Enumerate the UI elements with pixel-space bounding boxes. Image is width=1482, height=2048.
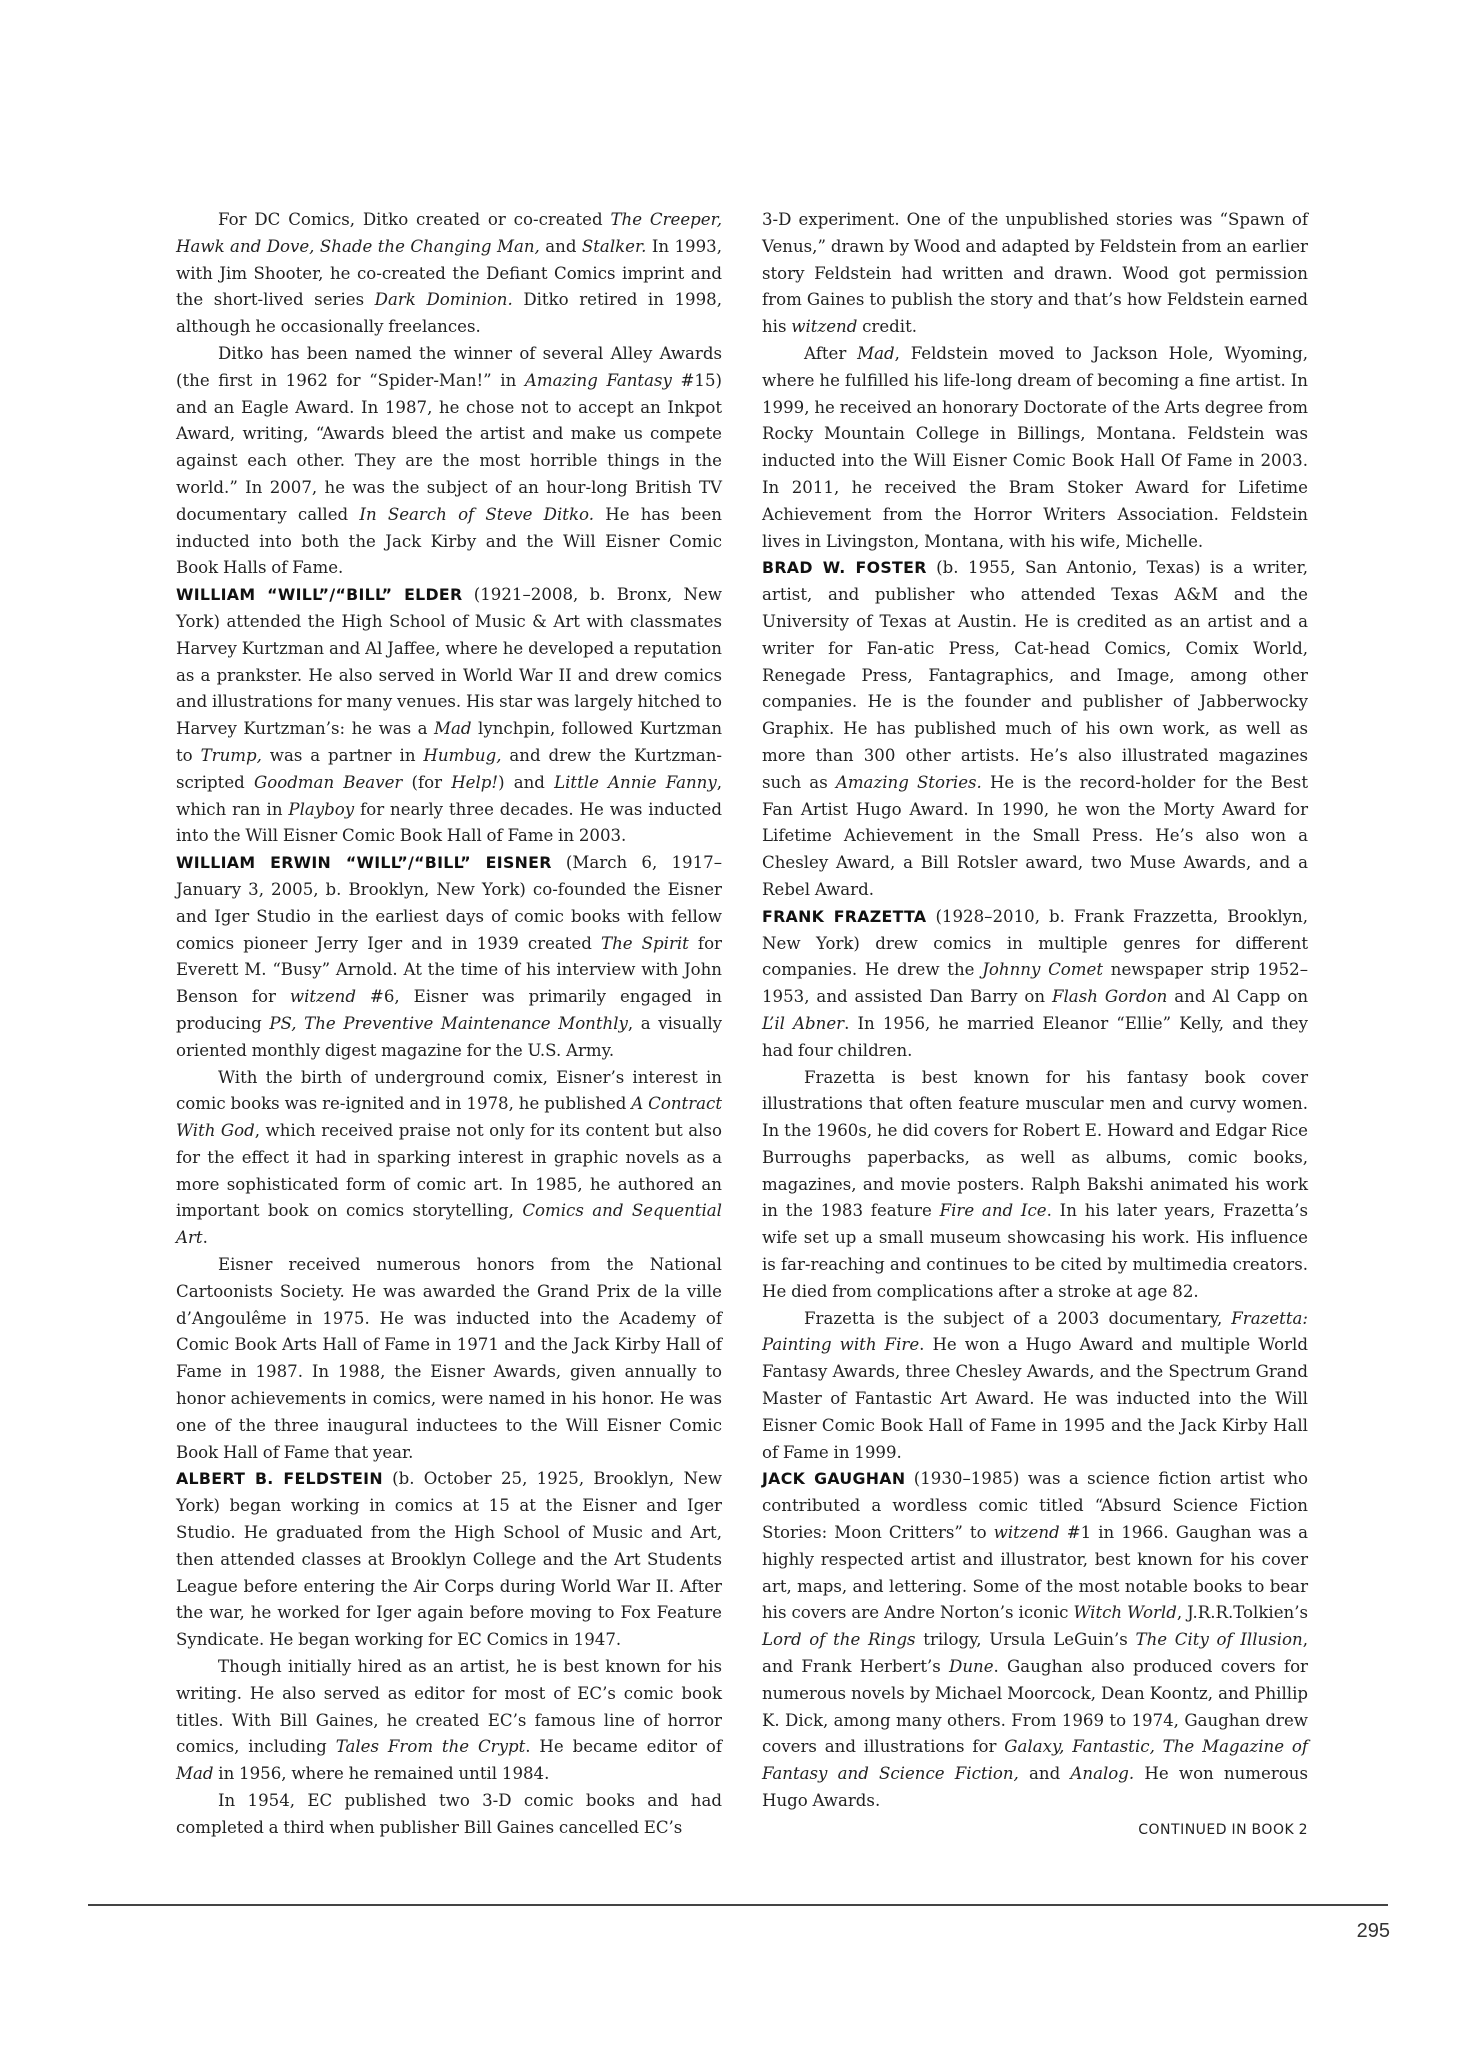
frazetta-entry: [762, 904, 1308, 1065]
feldstein-3d-paragraph: In 1954, EC published two 3-D comic books and had completed a third when publisher Bill Gaines cancelled EC’s: [176, 1791, 722, 1837]
frazetta-text: (1928–2010, b. Frank Frazzetta, Brooklyn, New York) drew comics in multiple genres for different companies. He drew the Johnny Comet newspaper strip 1952–1953, and assisted Dan Barry on Flash Gordon and Al Capp on L’il Abner. In 1956, he married Eleanor “Ellie” Kelly, and they had four children.: [762, 906, 1309, 1060]
italic-title: In Search of Steve Ditko.: [359, 504, 594, 524]
feldstein-entry: [176, 1466, 722, 1654]
italic-title: Little Annie Fanny: [554, 772, 717, 792]
italic-title: Playboy: [288, 799, 355, 819]
italic-title: Humbug,: [423, 745, 502, 765]
italic-title: Dune: [949, 1657, 994, 1677]
gaughan-text: (1930–1985) was a science fiction artist who contributed a wordless comic titled “Absurd Science Fiction Stories: Moon Critters” to witzend #1 in 1966. Gaughan was a highly respected artist and illustrator, best known for his cover art, maps, and lettering. Some of the most notable books to bear his covers are Andre Norton’s iconic Witch World, J.R.R.Tolkien’s Lord of the Rings trilogy, Ursula LeGuin’s The City of Illusion, and Frank Herbert’s Dune. Gaughan also produced covers for numerous novels by Michael Moorcock, Dean Koontz, and Phillip K. Dick, among many others. From 1969 to 1974, Gaughan drew covers and illustrations for Galaxy, Fantastic, The Magazine of Fantasy and Science Fiction, and Analog. He won numerous Hugo Awards.: [762, 1469, 1309, 1811]
continued-note: CONTINUED IN BOOK 2: [1138, 1821, 1308, 1838]
foster-entry: [762, 555, 1308, 903]
italic-title: Mad: [434, 719, 472, 739]
italic-title: witzend: [993, 1523, 1060, 1543]
feldstein-continued-paragraph: 3-D experiment. One of the unpublished stories was “Spawn of Venus,” drawn by Wood and adapted by Feldstein from an earlier story Feldstein had written and drawn. Wood got permission from Gaines to publish the story and that’s how Feldstein earned his witzend credit.: [762, 210, 1308, 337]
eisner-heading: WILLIAM ERWIN “WILL”/“BILL” EISNER: [176, 853, 552, 873]
ditko-awards-paragraph: Ditko has been named the winner of several Alley Awards (the first in 1962 for “Spider-Man!” in Amazing Fantasy #15) and an Eagle Award. In 1987, he chose not to accept an Inkpot Award, writing, “Awards bleed the artist and make us compete against each other. They are the most horrible things in the world.” In 2007, he was the subject of an hour-long British TV documentary called In Search of Steve Ditko. He has been inducted into both the Jack Kirby and the Will Eisner Comic Book Halls of Fame.: [176, 343, 722, 578]
feldstein-later-paragraph: After Mad, Feldstein moved to Jackson Hole, Wyoming, where he fulfilled his life-long dream of becoming a fine artist. In 1999, he received an honorary Doctorate of the Arts degree from Rocky Mountain College in Billings, Montana. Feldstein was inducted into the Will Eisner Comic Book Hall Of Fame in 2003. In 2011, he received the Bram Stoker Award for Lifetime Achievement from the Horror Writers Association. Feldstein lives in Livingston, Montana, with his wife, Michelle.: [762, 343, 1308, 551]
italic-title: The Creeper, Hawk and Dove, Shade the Changing Man,: [176, 210, 722, 256]
gaughan-heading: JACK GAUGHAN: [762, 1469, 906, 1489]
italic-title: Frazetta: Painting with Fire: [762, 1308, 1308, 1355]
italic-title: Flash Gordon: [1051, 987, 1168, 1007]
frazetta-documentary-paragraph: Frazetta is the subject of a 2003 documentary, Frazetta: Painting with Fire. He won a Hugo Award and multiple World Fantasy Awards, three Chesley Awards, and the Spectrum Grand Master of Fantastic Art Award. He was inducted into the Will Eisner Comic Book Hall of Fame in 1995 and the Jack Kirby Hall of Fame in 1999.: [762, 1308, 1308, 1462]
page-number: 295: [1356, 1920, 1390, 1942]
italic-title: Mad: [857, 343, 895, 363]
italic-title: Johnny Comet: [982, 960, 1104, 980]
italic-title: Tales From the Crypt: [335, 1737, 526, 1757]
left-column: [176, 207, 722, 1842]
feldstein-writing-paragraph: Though initially hired as an artist, he is best known for his writing. He also served as editor for most of EC’s comic book titles. With Bill Gaines, he created EC’s famous line of horror comics, including Tales From the Crypt. He became editor of Mad in 1956, where he remained until 1984.: [176, 1657, 723, 1784]
italic-title: witzend: [791, 317, 858, 337]
italic-title: Stalker.: [581, 236, 647, 256]
feldstein-heading: ALBERT B. FELDSTEIN: [176, 1469, 383, 1489]
elder-heading: WILLIAM “WILL”/“BILL” ELDER: [176, 585, 463, 605]
italic-title: Analog.: [1070, 1764, 1135, 1784]
italic-title: The Spirit: [601, 933, 689, 953]
eisner-entry: [176, 850, 722, 1064]
eisner-comix-paragraph: With the birth of underground comix, Eisner’s interest in comic books was re-ignited and in 1978, he published A Contract With God, which received praise not only for its content but also for the effect it had in sparking interest in graphic novels as a more sophisticated form of comic art. In 1985, he authored an important book on comics storytelling, Comics and Sequential Art.: [176, 1067, 722, 1248]
italic-title: Mad: [176, 1764, 214, 1784]
elder-text: (1921–2008, b. Bronx, New York) attended the High School of Music & Art with classmates Harvey Kurtzman and Al Jaffee, where he developed a reputation as a prankster. He also served in World War II and drew comics and illustrations for many venues. His star was largely hitched to Harvey Kurtzman’s: he was a Mad lynchpin, followed Kurtzman to Trump, was a partner in Humbug, and drew the Kurtzman-scripted Goodman Beaver (for Help!) and Little Annie Fanny, which ran in Playboy for nearly three decades. He was inducted into the Will Eisner Comic Book Hall of Fame in 2003.: [176, 585, 723, 846]
foster-text: (b. 1955, San Antonio, Texas) is a writer, artist, and publisher who attended Texas A&M and the University of Texas at Austin. He is credited as an artist and a writer for Fan-atic Press, Cat-head Comics, Comix World, Renegade Press, Fantagraphics, and Image, among other companies. He is the founder and publisher of Jabberwocky Graphix. He has published much of his own work, as well as more than 300 other artists. He’s also illustrated magazines such as Amazing Stories. He is the record-holder for the Best Fan Artist Hugo Award. In 1990, he won the Morty Award for Lifetime Achievement in the Small Press. He’s also won a Chesley Award, a Bill Rotsler award, two Muse Awards, and a Rebel Award.: [762, 558, 1308, 899]
gaughan-entry: [762, 1466, 1308, 1814]
italic-title: Galaxy, Fantastic, The Magazine of Fantasy and Science Fiction,: [762, 1737, 1308, 1784]
ditko-dc-paragraph: For DC Comics, Ditko created or co-created The Creeper, Hawk and Dove, Shade the Changing Man, and Stalker. In 1993, with Jim Shooter, he co-created the Defiant Comics imprint and the short-lived series Dark Dominion. Ditko retired in 1998, although he occasionally freelances.: [176, 210, 723, 337]
footer-rule: [88, 1904, 1388, 1906]
elder-entry: [176, 582, 722, 850]
italic-title: Trump,: [200, 745, 262, 765]
feldstein-text: (b. October 25, 1925, Brooklyn, New York) began working in comics at 15 at the Eisner and Iger Studio. He graduated from the High School of Music and Art, then attended classes at Brooklyn College and the Art Students League before entering the Air Corps during World War II. After the war, he worked for Iger again before moving to Fox Feature Syndicate. He began working for EC Comics in 1947.: [176, 1469, 722, 1650]
eisner-honors-paragraph: Eisner received numerous honors from the National Cartoonists Society. He was awarded the Grand Prix de la ville d’Angoulême in 1975. He was inducted into the Academy of Comic Book Arts Hall of Fame in 1971 and the Jack Kirby Hall of Fame in 1987. In 1988, the Eisner Awards, given annually to honor achievements in comics, were named in his honor. He was one of the three inaugural inductees to the Will Eisner Comic Book Hall of Fame that year.: [176, 1255, 722, 1462]
italic-title: witzend: [289, 987, 356, 1007]
right-column: [762, 207, 1308, 1844]
italic-title: Amazing Fantasy: [524, 370, 672, 390]
italic-title: Help!: [451, 772, 499, 792]
italic-title: Dark Dominion.: [374, 290, 513, 310]
italic-title: The City of Illusion: [1135, 1630, 1303, 1650]
frazetta-covers-paragraph: Frazetta is best known for his fantasy book cover illustrations that often feature muscular men and curvy women. In the 1960s, he did covers for Robert E. Howard and Edgar Rice Burroughs paperbacks, as well as albums, comic books, magazines, and movie posters. Ralph Bakshi animated his work in the 1983 feature Fire and Ice. In his later years, Frazetta’s wife set up a small museum showcasing his work. His influence is far-reaching and continues to be cited by multimedia creators. He died from complications after a stroke at age 82.: [762, 1067, 1308, 1301]
italic-title: A Contract With God: [176, 1094, 722, 1141]
italic-title: Lord of the Rings: [762, 1630, 916, 1650]
foster-heading: BRAD W. FOSTER: [762, 558, 927, 578]
italic-title: Fire and Ice: [939, 1201, 1047, 1221]
italic-title: Amazing Stories.: [835, 772, 982, 792]
italic-title: Goodman Beaver: [253, 772, 403, 792]
italic-title: Comics and Sequential Art: [176, 1201, 722, 1248]
eisner-text: (March 6, 1917–January 3, 2005, b. Brooklyn, New York) co-founded the Eisner and Iger Studio in the earliest days of comic books with fellow comics pioneer Jerry Iger and in 1939 created The Spirit for Everett M. “Busy” Arnold. At the time of his interview with John Benson for witzend #6, Eisner was primarily engaged in producing PS, The Preventive Maintenance Monthly, a visually oriented monthly digest magazine for the U.S. Army.: [176, 853, 723, 1060]
italic-title: L’il Abner: [762, 1013, 845, 1033]
frazetta-heading: FRANK FRAZETTA: [762, 906, 927, 926]
italic-title: Witch World: [1073, 1603, 1177, 1623]
italic-title: PS, The Preventive Maintenance Monthly: [269, 1013, 628, 1033]
